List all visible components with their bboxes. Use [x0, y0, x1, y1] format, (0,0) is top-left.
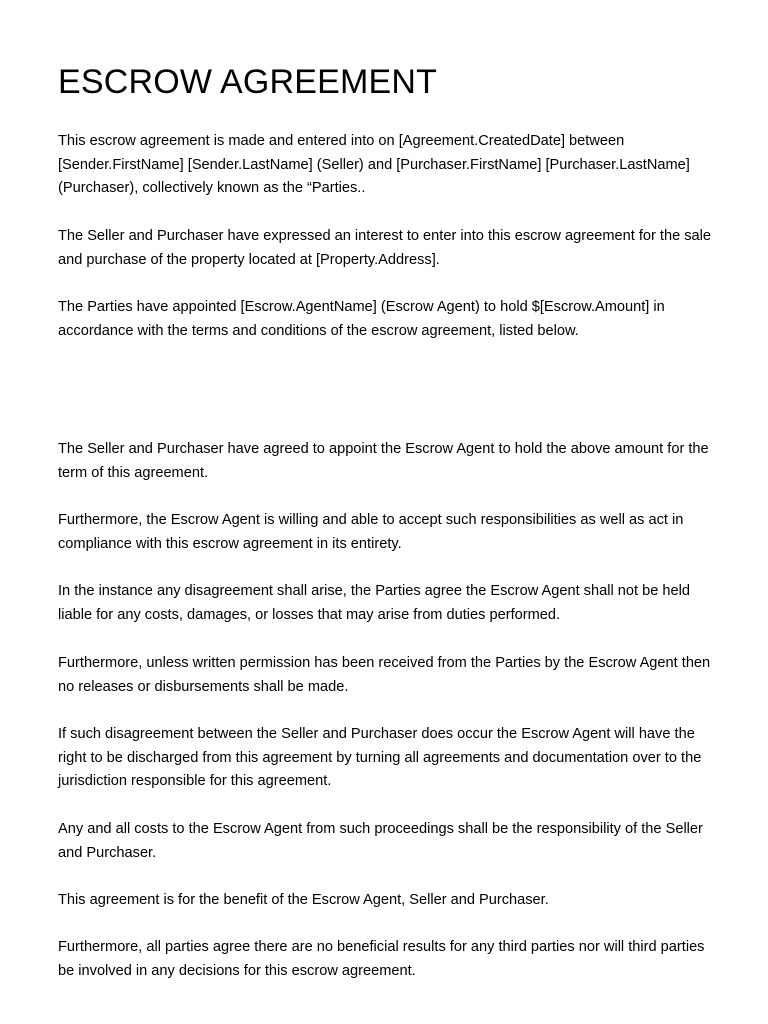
paragraph-escrow-agent: The Parties have appointed [Escrow.AgentName] (Escrow Agent) to hold $[Escrow.Amount] in accordance with the terms and conditions of the escrow agreement, listed below. [58, 299, 665, 339]
document-title: ESCROW AGREEMENT [58, 63, 438, 101]
paragraph-costs: Any and all costs to the Escrow Agent from such proceedings shall be the responsibility of the Seller and Purchaser. [58, 821, 703, 861]
paragraph-property: The Seller and Purchaser have expressed an interest to enter into this escrow agreement for the sale and purchase of the property located at [Property.Address]. [58, 228, 712, 268]
paragraph-disagreement: If such disagreement between the Seller and Purchaser does occur the Escrow Agent will have the right to be discharged from this agreement by turning all agreements and documentation over to the jurisdiction responsible for this agreement. [58, 726, 702, 790]
paragraph-third-parties: Furthermore, all parties agree there are no beneficial results for any third parties nor will third parties be involved in any decisions for this escrow agreement. [58, 939, 705, 979]
paragraph-responsibilities: Furthermore, the Escrow Agent is willing and able to accept such responsibilities as well as act in compliance with this escrow agreement in its entirety. [58, 512, 684, 552]
paragraph-benefit: This agreement is for the benefit of the Escrow Agent, Seller and Purchaser. [58, 892, 549, 908]
paragraph-liability: In the instance any disagreement shall arise, the Parties agree the Escrow Agent shall not be held liable for any costs, damages, or losses that may arise from duties performed. [58, 583, 690, 623]
paragraph-intro: This escrow agreement is made and entered into on [Agreement.CreatedDate] between [Sender.FirstName] [Sender.LastName] (Seller) and [Purchaser.FirstName] [Purchaser.LastName] (Purchaser), collectively known as the “Parties.. [58, 133, 690, 197]
paragraph-appointment: The Seller and Purchaser have agreed to appoint the Escrow Agent to hold the above amount for the term of this agreement. [58, 441, 709, 481]
paragraph-permission: Furthermore, unless written permission has been received from the Parties by the Escrow Agent then no releases or disbursements shall be made. [58, 655, 711, 695]
